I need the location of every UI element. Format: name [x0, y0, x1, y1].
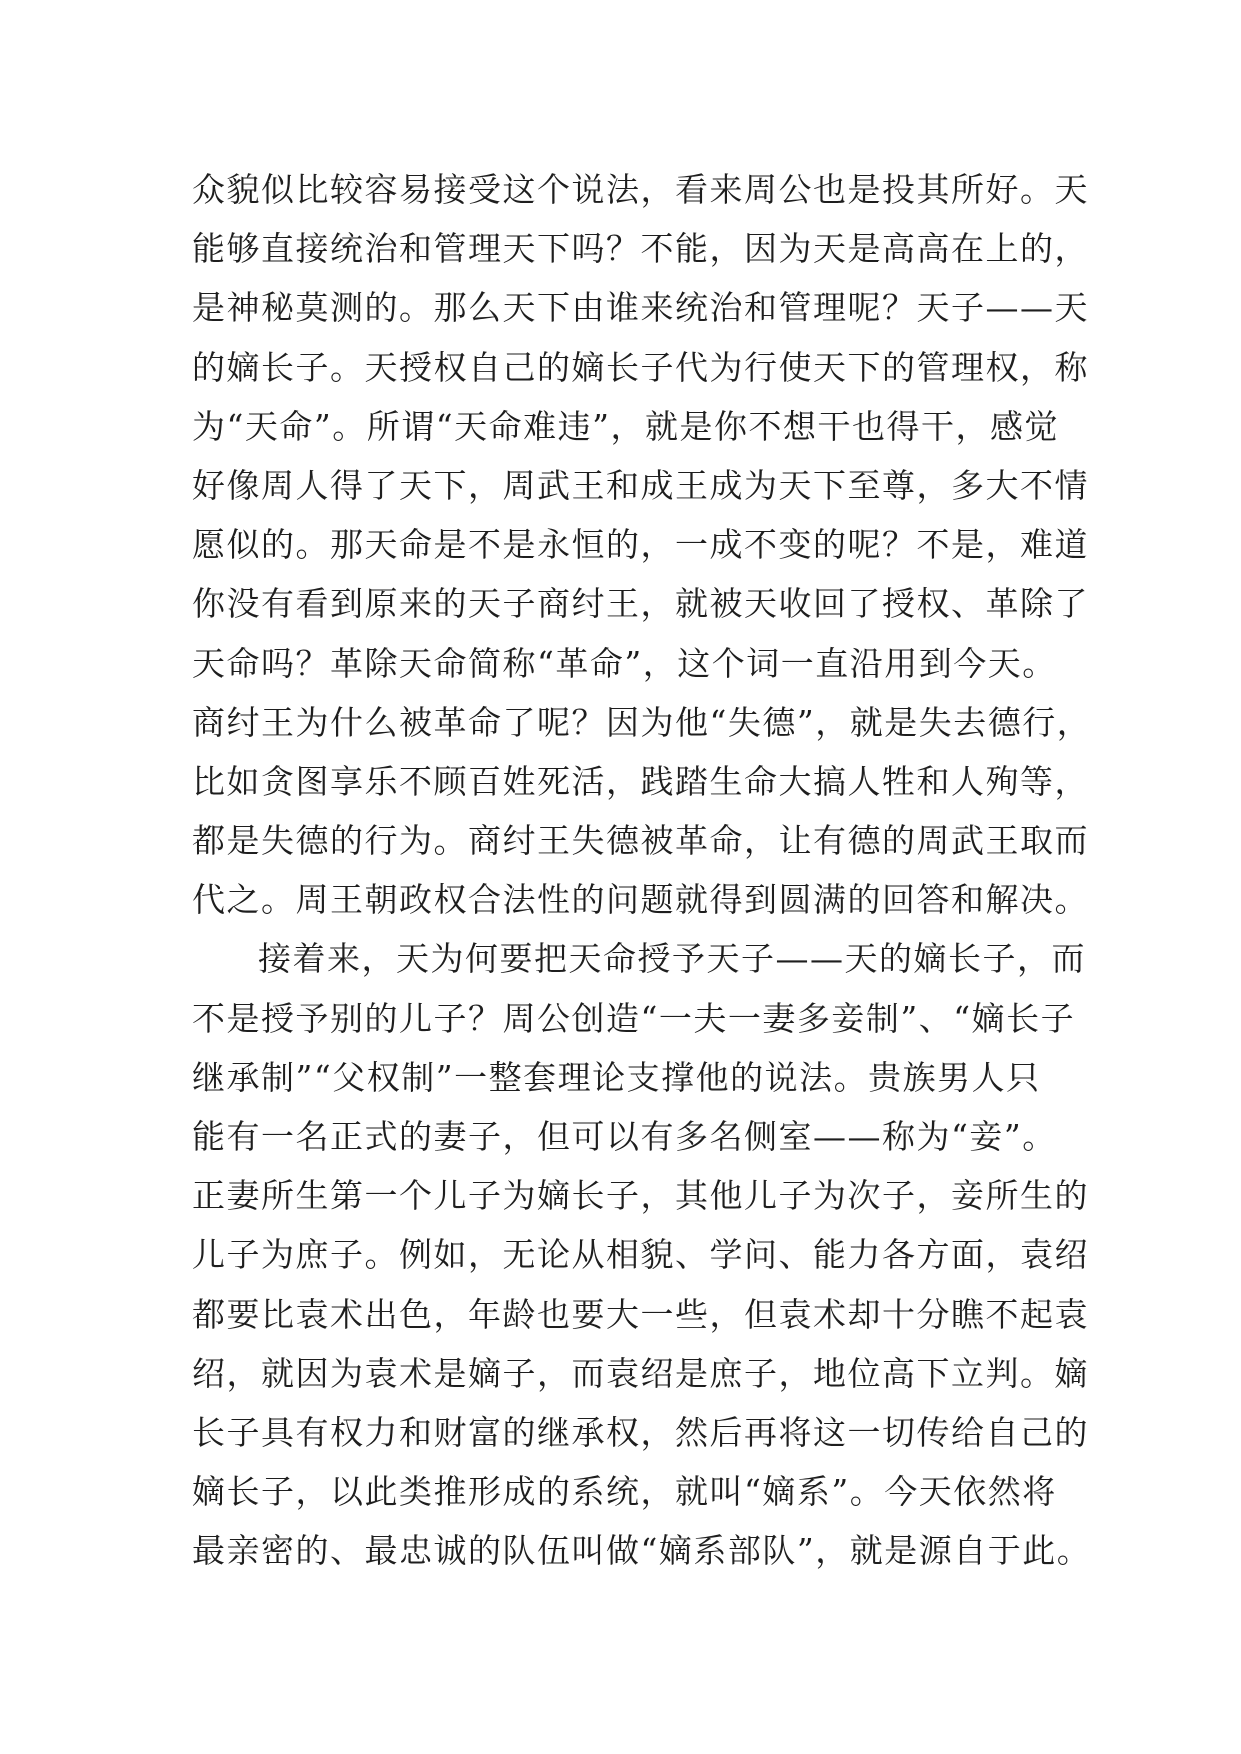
- text-line: 正妻所生第一个儿子为嫡长子，其他儿子为次子，妾所生的: [192, 1176, 1089, 1216]
- text-line: 你没有看到原来的天子商纣王，就被天收回了授权、革除了: [192, 584, 1089, 624]
- text-line: 天命吗？革除天命简称“革命”，这个词一直沿用到今天。: [192, 643, 1057, 683]
- text-line: 商纣王为什么被革命了呢？因为他“失德”，就是失去德行，: [192, 702, 1092, 742]
- text-line: 不是授予别的儿子？周公创造“一夫一妻多妾制”、“嫡长子: [192, 998, 1076, 1038]
- text-line: 好像周人得了天下，周武王和成王成为天下至尊，多大不情: [192, 465, 1089, 505]
- text-line: 最亲密的、最忠诚的队伍叫做“嫡系部队”，就是源自于此。: [192, 1531, 1092, 1571]
- text-line: 为“天命”。所谓“天命难违”，就是你不想干也得干，感觉: [192, 406, 1059, 446]
- text-line: 儿子为庶子。例如，无论从相貌、学问、能力各方面，袁绍: [192, 1235, 1089, 1275]
- text-line: 能够直接统治和管理天下吗？不能，因为天是高高在上的，: [192, 229, 1089, 269]
- text-line: 继承制”“父权制”一整套理论支撑他的说法。贵族男人只: [192, 1057, 1041, 1097]
- text-line: 嫡长子，以此类推形成的系统，就叫“嫡系”。今天依然将: [192, 1472, 1057, 1512]
- text-line: 的嫡长子。天授权自己的嫡长子代为行使天下的管理权，称: [192, 347, 1089, 387]
- text-line: 能有一名正式的妻子，但可以有多名侧室——称为“妾”。: [192, 1117, 1057, 1156]
- text-line: 比如贪图享乐不顾百姓死活，践踏生命大搞人牲和人殉等，: [192, 761, 1089, 801]
- body-text: [192, 160, 1092, 1581]
- text-line: 长子具有权力和财富的继承权，然后再将这一切传给自己的: [192, 1412, 1089, 1452]
- text-line: 代之。周王朝政权合法性的问题就得到圆满的回答和解决。: [192, 880, 1089, 920]
- text-line: 愿似的。那天命是不是永恒的，一成不变的呢？不是，难道: [192, 525, 1089, 565]
- paragraph-first-line: 接着来，天为何要把天命授予天子——天的嫡长子，而: [258, 939, 1086, 979]
- text-line: 都是失德的行为。商纣王失德被革命，让有德的周武王取而: [192, 821, 1089, 861]
- text-line: 是神秘莫测的。那么天下由谁来统治和管理呢？天子——天: [192, 288, 1089, 328]
- text-line: 都要比袁术出色，年龄也要大一些，但袁术却十分瞧不起袁: [192, 1294, 1089, 1334]
- text-line: 绍，就因为袁术是嫡子，而袁绍是庶子，地位高下立判。嫡: [192, 1353, 1089, 1393]
- text-line: 众貌似比较容易接受这个说法，看来周公也是投其所好。天: [192, 170, 1089, 209]
